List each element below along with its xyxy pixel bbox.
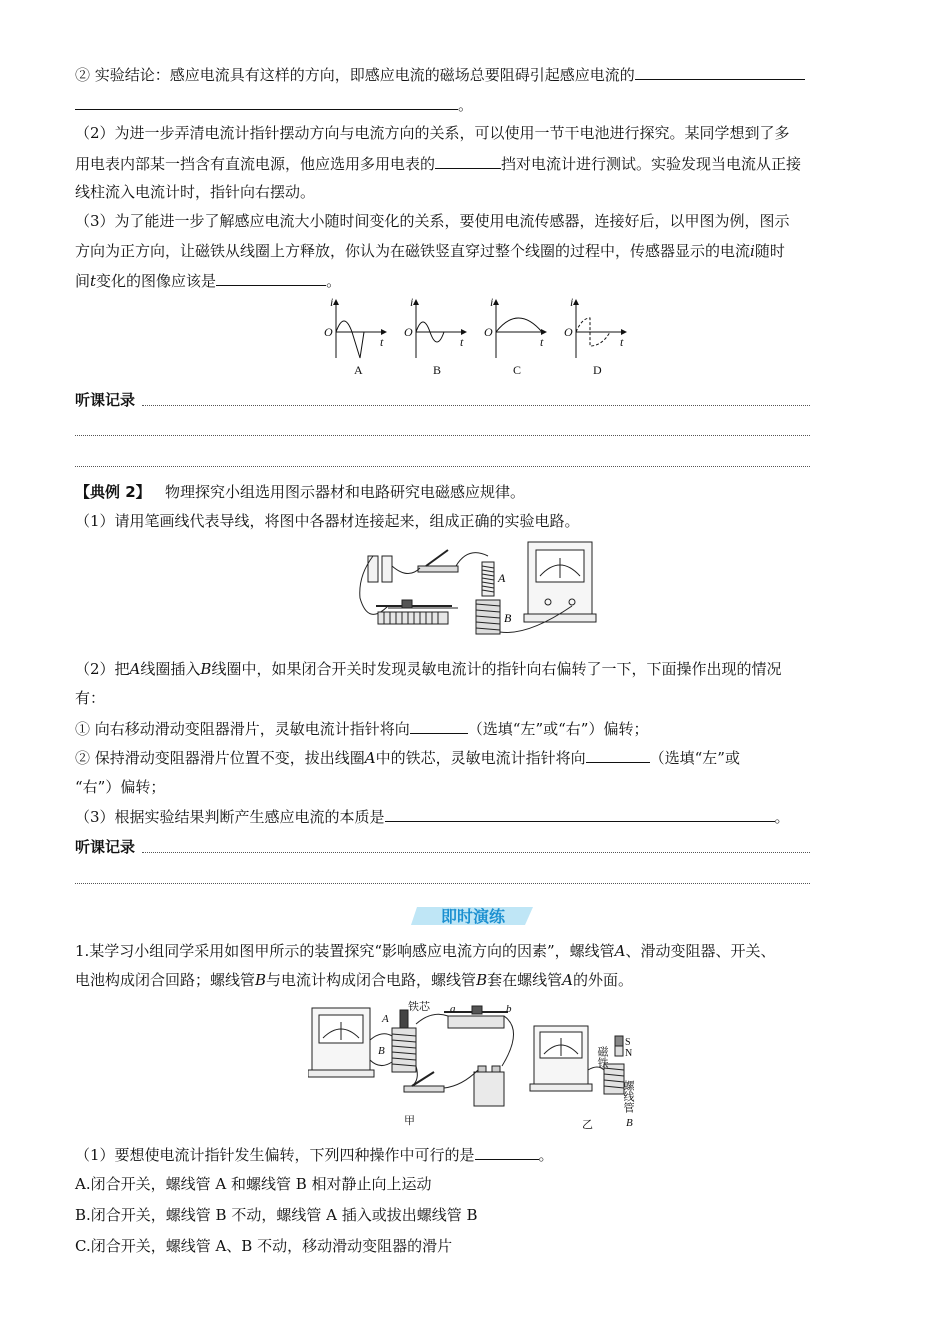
axis-label: i	[570, 296, 574, 309]
notes-line[interactable]	[142, 851, 810, 853]
current-time-graphs	[320, 296, 640, 378]
answer-blank[interactable]	[635, 64, 805, 80]
graph-C	[496, 300, 546, 358]
answer-blank[interactable]	[586, 747, 650, 763]
graph-B	[416, 300, 466, 358]
origin-label: O	[404, 325, 413, 339]
solenoid-label: 螺线管	[622, 1080, 634, 1113]
notes-line[interactable]	[75, 434, 810, 436]
q3-line-2: 方向为正方向，让磁铁从线圈上方释放，你认为在磁铁竖直穿过整个线圈的过程中，传感器显示的电流i随时	[75, 242, 785, 260]
exercise-1-line-1: 1.某学习小组同学采用如图甲所示的装置探究“影响感应电流方向的因素”，螺线管A、滑动变阻器、开关、	[75, 942, 776, 960]
origin-label: O	[484, 325, 493, 339]
exercise-1-sub1: （1）要想使电流计指针发生偏转，下列四种操作中可行的是 。	[75, 1146, 554, 1164]
figure-yi-label: 乙	[582, 1119, 593, 1131]
coil-a-label: A	[498, 571, 506, 585]
graph-label: B	[433, 363, 442, 377]
conclusion-line-2: 。	[75, 94, 473, 115]
exercise-figure	[308, 1000, 643, 1132]
origin-label: O	[564, 325, 573, 339]
answer-blank[interactable]	[410, 718, 468, 734]
axis-label: i	[410, 296, 414, 309]
example-2-q1: （1）请用笔画线代表导线，将图中各器材连接起来，组成正确的实验电路。	[75, 512, 580, 530]
conclusion-line: ② 实验结论：感应电流具有这样的方向，即感应电流的磁场总要阻碍引起感应电流的	[75, 64, 805, 85]
axis-label: i	[490, 296, 494, 309]
axis-label: i	[330, 296, 334, 309]
notes-line[interactable]	[75, 465, 810, 467]
example-2-heading: 【典例 2】 物理探究小组选用图示器材和电路研究电磁感应规律。	[75, 483, 525, 501]
notes-label: 听课记录	[75, 838, 136, 856]
origin-label: O	[324, 325, 333, 339]
practice-banner	[411, 903, 539, 929]
circuit-figure	[348, 536, 602, 644]
magnet-n-label: N	[625, 1048, 633, 1059]
option-a[interactable]: A.闭合开关，螺线管 A 和螺线管 B 相对静止向上运动	[75, 1175, 432, 1193]
answer-blank[interactable]	[216, 270, 326, 286]
answer-blank[interactable]	[435, 153, 501, 169]
graph-A	[336, 300, 386, 358]
coil-a-label: A	[382, 1013, 389, 1025]
answer-blank[interactable]	[385, 806, 775, 822]
example-tag: 【典例 2】	[75, 483, 151, 501]
rheostat-a-label: a	[450, 1003, 456, 1015]
notes-label: 听课记录	[75, 391, 136, 409]
example-2-q3: （3）根据实验结果判断产生感应电流的本质是 。	[75, 808, 790, 826]
q2-line-1: （2）为进一步弄清电流计指针摆动方向与电流方向的关系，可以使用一节干电池进行探究。某同学想到了多	[75, 124, 790, 142]
graph-label: D	[593, 363, 602, 377]
example-2-option-1: ① 向右移动滑动变阻器滑片，灵敏电流计指针将向 （选填“左”或“右”）偏转；	[75, 720, 649, 738]
notes-line[interactable]	[142, 404, 810, 406]
example-2-option-2: ② 保持滑动变阻器滑片位置不变，拔出线圈A中的铁芯，灵敏电流计指针将向 （选填“左”或	[75, 749, 740, 767]
exercise-1-line-2: 电池构成闭合回路；螺线管B与电流计构成闭合电路，螺线管B套在螺线管A的外面。	[75, 971, 633, 989]
q3-line-1: （3）为了能进一步了解感应电流大小随时间变化的关系，要使用电流传感器，连接好后，以甲图为例，图示	[75, 212, 790, 230]
magnet-s-label: S	[625, 1037, 631, 1048]
axis-label: t	[460, 335, 464, 349]
banner-text: 即时演练	[440, 907, 506, 926]
solenoid-b-label: B	[626, 1117, 633, 1129]
notes-line[interactable]	[75, 882, 810, 884]
graph-label: A	[354, 363, 363, 377]
answer-blank[interactable]	[75, 94, 458, 110]
figure-jia-label: 甲	[404, 1115, 415, 1127]
axis-label: t	[620, 335, 624, 349]
magnet-label: 磁铁	[596, 1046, 608, 1068]
coil-b-label: B	[504, 611, 512, 625]
example-2-q2-cont: 有：	[75, 689, 106, 707]
example-2-q2: （2）把A线圈插入B线圈中，如果闭合开关时发现灵敏电流计的指针向右偏转了一下，下面操作出现的情况	[75, 660, 782, 678]
iron-core-label: 铁芯	[408, 1001, 430, 1013]
axis-label: t	[380, 335, 384, 349]
graph-D	[576, 300, 626, 358]
answer-blank[interactable]	[475, 1144, 539, 1160]
coil-b-label: B	[378, 1045, 385, 1057]
q2-line-2: 用电表内部某一挡含有直流电源，他应选用多用电表的 挡对电流计进行测试。实验发现当电流从正接	[75, 155, 802, 173]
q3-line-3: 间t变化的图像应该是 。	[75, 272, 342, 290]
example-2-option-2-cont: “右”）偏转；	[75, 778, 166, 796]
option-b[interactable]: B.闭合开关，螺线管 B 不动，螺线管 A 插入或拔出螺线管 B	[75, 1206, 478, 1224]
axis-label: t	[540, 335, 544, 349]
option-c[interactable]: C.闭合开关，螺线管 A、B 不动，移动滑动变阻器的滑片	[75, 1237, 453, 1255]
graph-label: C	[513, 363, 522, 377]
q2-line-3: 线柱流入电流计时，指针向右摆动。	[75, 183, 316, 201]
rheostat-b-label: b	[506, 1003, 512, 1015]
